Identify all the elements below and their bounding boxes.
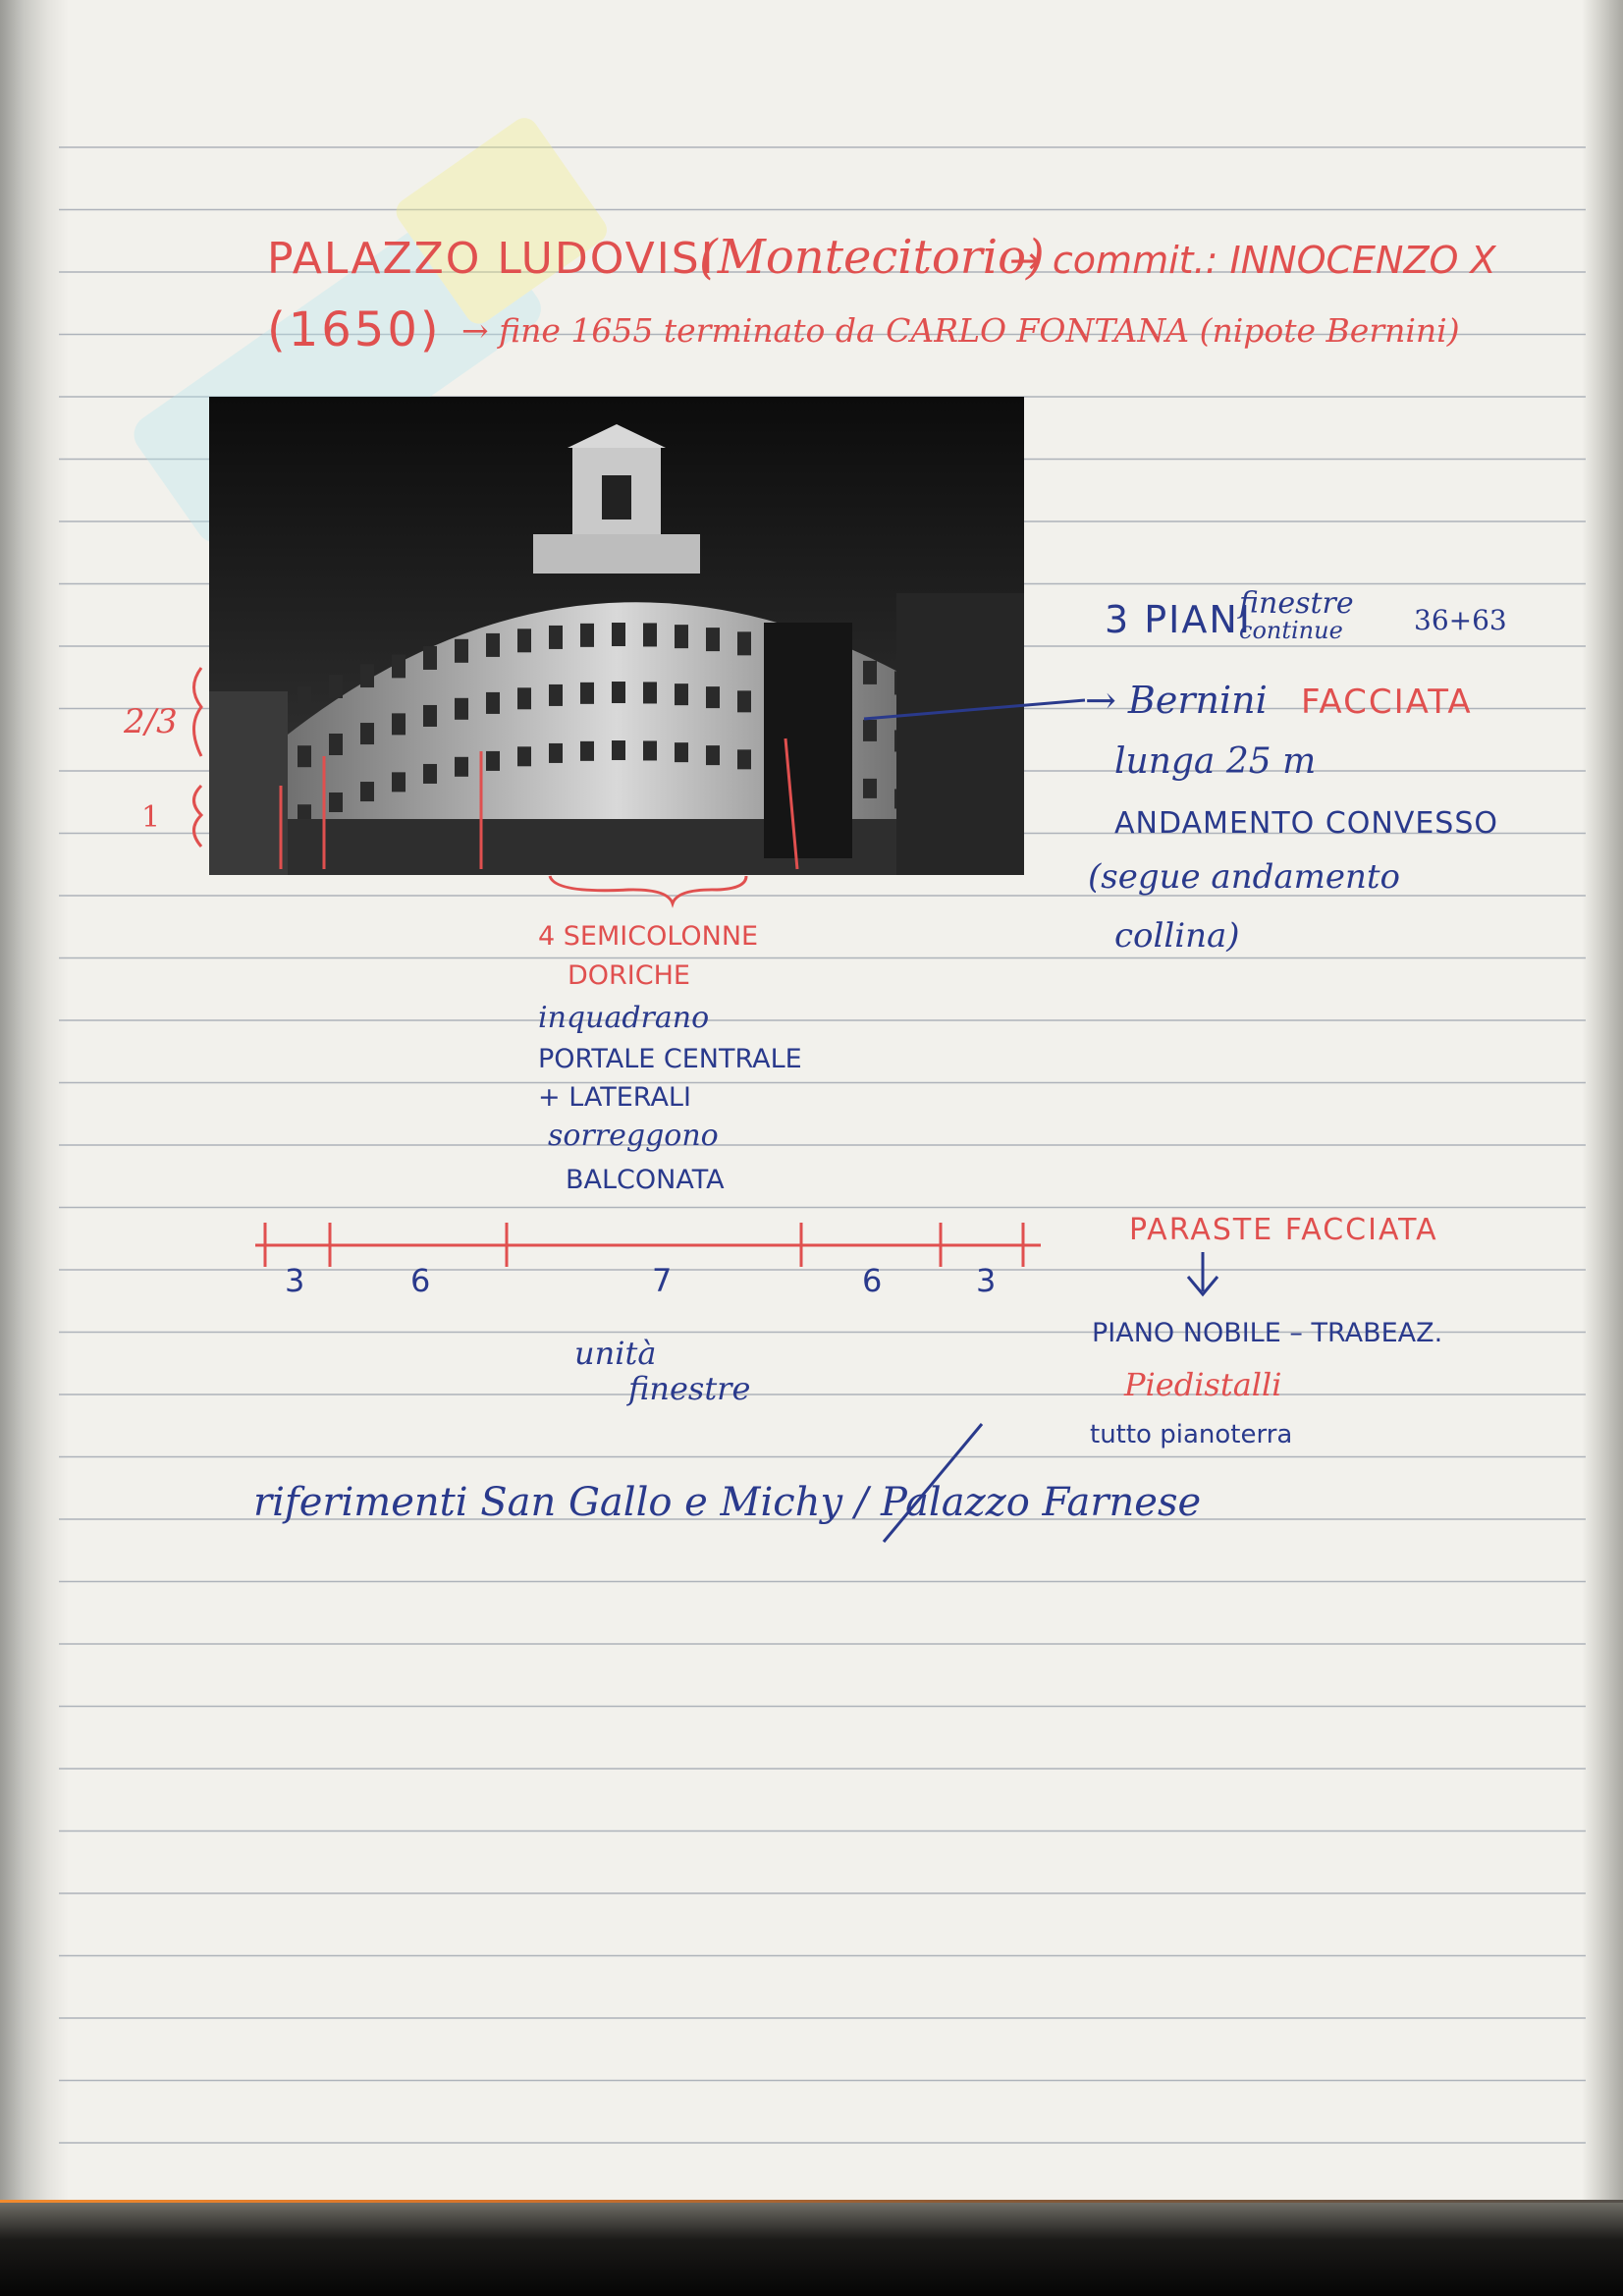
scale-segment-4: 6 (862, 1262, 883, 1299)
title-building: PALAZZO LUDOVISI (267, 234, 716, 284)
scale-caption-1: unità (574, 1335, 657, 1372)
scale-segment-1: 3 (285, 1262, 305, 1299)
pilaster-ground: tutto pianoterra (1090, 1420, 1293, 1449)
note-windows: finestre (1239, 586, 1354, 621)
scale-caption-2: finestre (628, 1370, 751, 1407)
title-year: (1650) (267, 302, 442, 357)
note-bernini: → Bernini (1085, 679, 1268, 722)
note-follows-1: (segue andamento (1088, 857, 1401, 897)
note-floors: 3 PIANI (1105, 598, 1253, 641)
note-lateral: + LATERALI (538, 1082, 691, 1113)
note-window-counts: 36+63 (1414, 604, 1507, 636)
note-facade: FACCIATA (1301, 683, 1473, 722)
scale-segment-3: 7 (652, 1262, 673, 1299)
ratio-upper: 2/3 (124, 702, 178, 741)
title-commissioner: → commit.: INNOCENZO X (1009, 239, 1496, 282)
note-columns-2: DORICHE (568, 960, 690, 991)
pilaster-pedestals: Piedistalli (1124, 1366, 1282, 1403)
scale-segment-5: 3 (976, 1262, 997, 1299)
ratio-lower: 1 (141, 800, 161, 835)
note-frame: inquadrano (538, 1001, 710, 1035)
note-windows-sub: continue (1239, 617, 1343, 644)
note-follows-2: collina) (1114, 916, 1240, 956)
pilaster-noble: PIANO NOBILE – TRABEAZ. (1092, 1318, 1443, 1348)
references-line: riferimenti San Gallo e Michy / Palazzo Farnese (253, 1480, 1202, 1525)
note-portal: PORTALE CENTRALE (538, 1044, 802, 1074)
note-convex: ANDAMENTO CONVESSO (1114, 806, 1498, 841)
note-balcony: BALCONATA (566, 1165, 725, 1195)
title-completion: → fine 1655 terminato da CARLO FONTANA (nipote Bernini) (461, 311, 1460, 350)
pilaster-heading: PARASTE FACCIATA (1129, 1213, 1438, 1247)
note-length: lunga 25 m (1114, 741, 1317, 782)
scale-segment-2: 6 (410, 1262, 431, 1299)
page-bottom-shadow (0, 2203, 1623, 2296)
note-support: sorreggono (548, 1119, 719, 1153)
title-location: (Montecitorio) (699, 230, 1045, 285)
note-columns-1: 4 SEMICOLONNE (538, 921, 759, 952)
